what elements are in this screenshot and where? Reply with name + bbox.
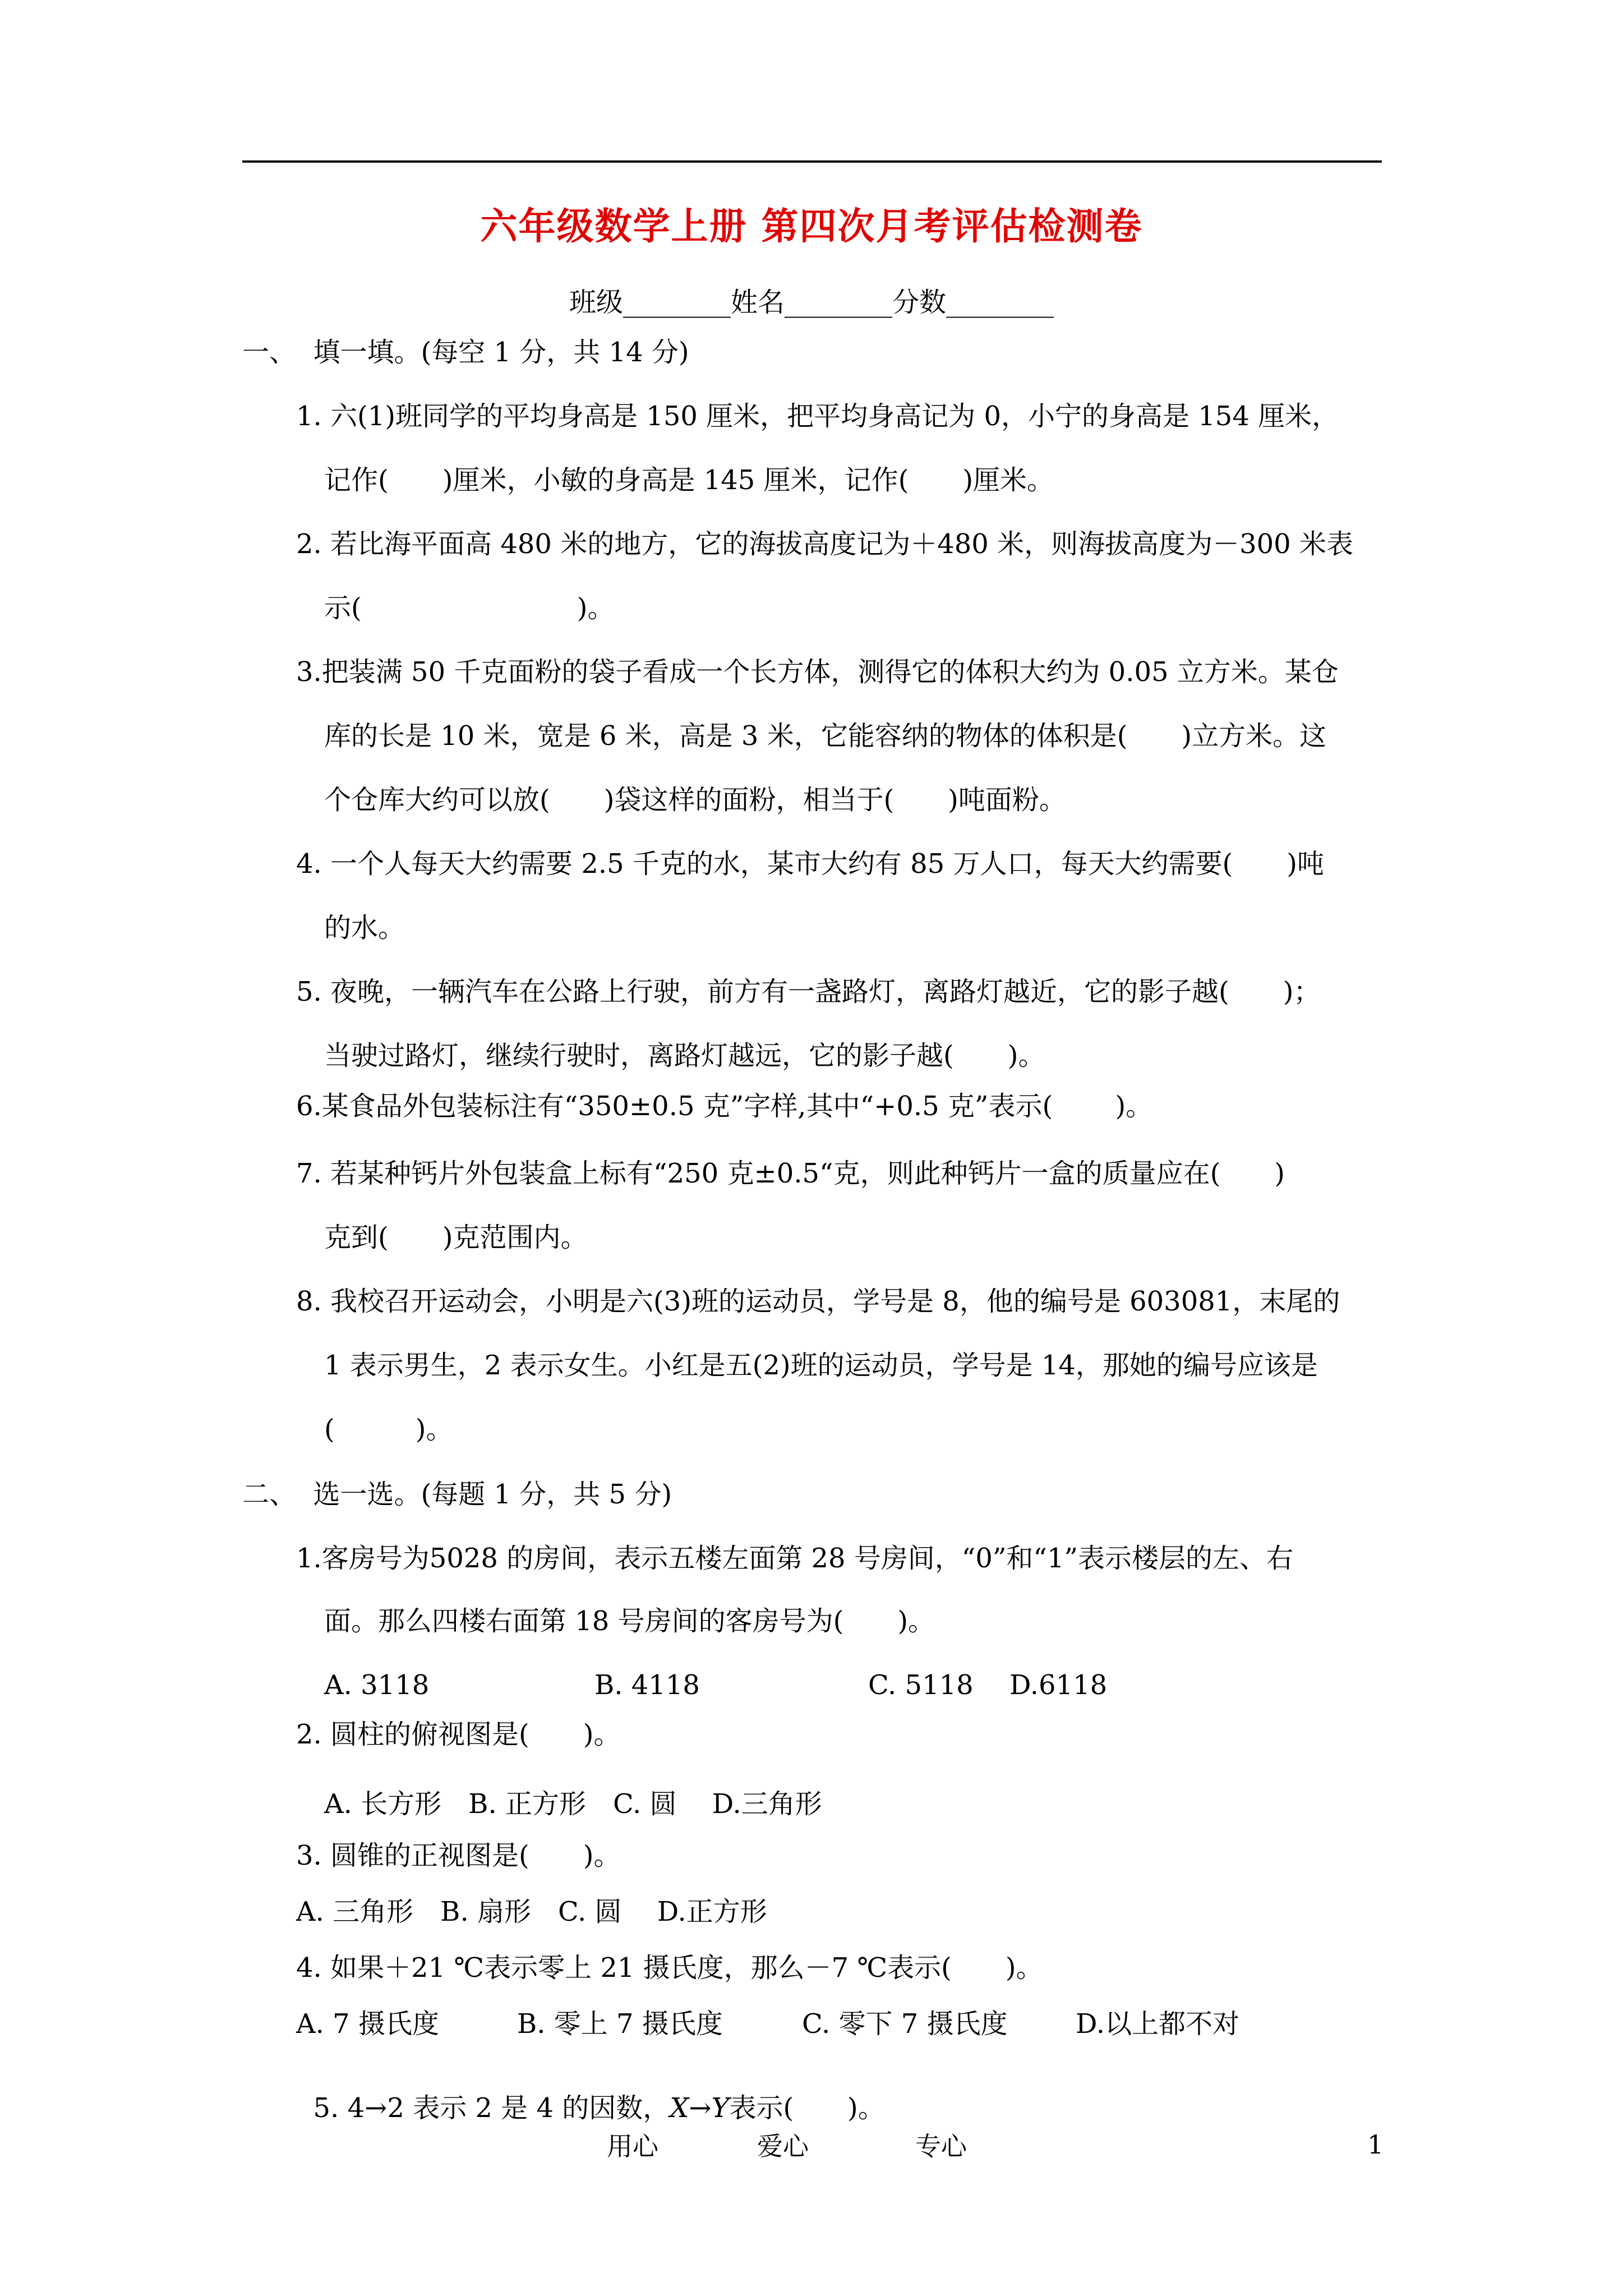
option-a: A. 7 摄氏度 — [296, 2008, 439, 2040]
footer-item: 爱心 — [757, 2131, 809, 2161]
question-line: 记作( )厘米，小敏的身高是 145 厘米，记作( )厘米。 — [324, 464, 1054, 496]
option-d: D.6118 — [1009, 1669, 1108, 1701]
question-line: 克到( )克范围内。 — [324, 1222, 588, 1253]
option-b: B. 零上 7 摄氏度 — [517, 2008, 723, 2040]
question-line: 面。那么四楼右面第 18 号房间的客房号为( )。 — [324, 1605, 935, 1637]
footer-item: 用心 — [607, 2131, 658, 2161]
question-line: 个仓库大约可以放( )袋这样的面粉，相当于( )吨面粉。 — [324, 784, 1066, 816]
question-line: 2. 圆柱的俯视图是( )。 — [296, 1719, 621, 1750]
question-line: 8. 我校召开运动会，小明是六(3)班的运动员，学号是 8，他的编号是 603081，末尾的 — [296, 1286, 1340, 1317]
question-line — [296, 2068, 885, 2122]
options-line: A. 长方形 B. 正方形 C. 圆 D.三角形 — [324, 1788, 822, 1820]
question-line: 3.把装满 50 千克面粉的袋子看成一个长方体，测得它的体积大约为 0.05 立方米。某仓 — [296, 656, 1339, 688]
question-line: 6.某食品外包装标注有“350±0.5 克”字样,其中“+0.5 克”表示( )。 — [296, 1091, 1153, 1122]
question-line: 1. 六(1)班同学的平均身高是 150 厘米，把平均身高记为 0，小宁的身高是 154 厘米， — [296, 401, 1339, 432]
student-info-line: 班级________姓名________分数________ — [569, 287, 1054, 318]
top-rule — [242, 160, 1382, 163]
question-text: 表示( )。 — [729, 2092, 885, 2124]
question-line: 当驶过路灯，继续行驶时，离路灯越远，它的影子越( )。 — [324, 1040, 1045, 1071]
question-line: 5. 夜晚，一辆汽车在公路上行驶，前方有一盏路灯，离路灯越近，它的影子越( )； — [296, 976, 1321, 1007]
question-line: 库的长是 10 米，宽是 6 米，高是 3 米，它能容纳的物体的体积是( )立方米。这 — [324, 720, 1327, 752]
page-title: 六年级数学上册 第四次月考评估检测卷 — [480, 204, 1143, 248]
option-c: C. 5118 — [868, 1669, 974, 1701]
question-line: 3. 圆锥的正视图是( )。 — [296, 1840, 621, 1871]
question-line: 1.客房号为5028 的房间，表示五楼左面第 28 号房间，“0”和“1”表示楼层的左、右 — [296, 1543, 1294, 1574]
question-line: 7. 若某种钙片外包装盒上标有“250 克±0.5“克，则此种钙片一盒的质量应在( ) — [296, 1158, 1285, 1189]
question-line: 2. 若比海平面高 480 米的地方，它的海拔高度记为＋480 米，则海拔高度为－300 米表 — [296, 528, 1353, 560]
options-line: A. 三角形 B. 扇形 C. 圆 D.正方形 — [296, 1896, 767, 1927]
page-number: 1 — [1367, 2129, 1384, 2160]
question-line: 1 表示男生，2 表示女生。小红是五(2)班的运动员，学号是 14，那她的编号应该是 — [324, 1350, 1318, 1381]
option-a: A. 3118 — [324, 1669, 430, 1701]
question-italic: X→Y — [670, 2092, 730, 2124]
footer-item: 专心 — [915, 2131, 967, 2161]
option-b: B. 4118 — [594, 1669, 700, 1701]
option-d: D.以上都不对 — [1076, 2008, 1240, 2040]
section2-heading: 二、 选一选。(每题 1 分，共 5 分) — [242, 1479, 672, 1510]
question-line: 4. 一个人每天大约需要 2.5 千克的水，某市大约有 85 万人口，每天大约需要( )吨 — [296, 848, 1324, 880]
section1-heading: 一、 填一填。(每空 1 分，共 14 分) — [242, 337, 689, 368]
question-line: 4. 如果＋21 ℃表示零上 21 摄氏度，那么－7 ℃表示( )。 — [296, 1952, 1043, 1984]
question-line: 示( )。 — [324, 592, 615, 624]
question-line: ( )。 — [324, 1414, 453, 1445]
question-line: 的水。 — [324, 912, 405, 944]
option-c: C. 零下 7 摄氏度 — [802, 2008, 1008, 2040]
question-text: 5. 4→2 表示 2 是 4 的因数， — [313, 2092, 670, 2124]
